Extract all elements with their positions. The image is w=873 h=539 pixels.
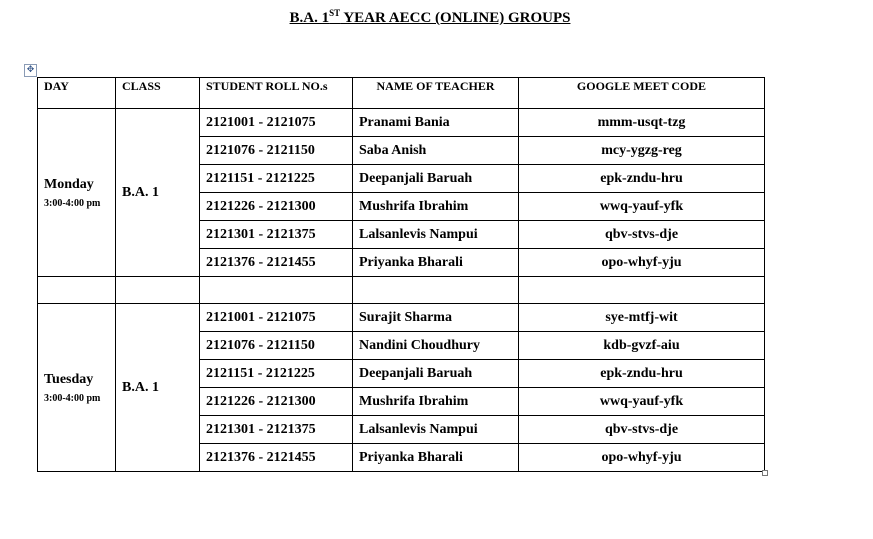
document-title (0, 8, 860, 27)
meet-code-cell: epk-zndu-hru (519, 165, 765, 193)
roll-cell: 2121376 - 2121455 (200, 444, 353, 472)
header-teacher: NAME OF TEACHER (353, 78, 519, 109)
title-superscript: ST (329, 8, 341, 18)
table-move-handle-icon[interactable]: ✥ (24, 64, 37, 77)
blank-cell (353, 277, 519, 304)
teacher-cell: Lalsanlevis Nampui (353, 416, 519, 444)
meet-code-cell: sye-mtfj-wit (519, 304, 765, 332)
roll-cell: 2121151 - 2121225 (200, 360, 353, 388)
meet-code-cell: epk-zndu-hru (519, 360, 765, 388)
header-roll: STUDENT ROLL NO.s (200, 78, 353, 109)
teacher-cell: Mushrifa Ibrahim (353, 193, 519, 221)
roll-cell: 2121301 - 2121375 (200, 221, 353, 249)
teacher-cell: Mushrifa Ibrahim (353, 388, 519, 416)
day-name: Tuesday (44, 371, 94, 387)
class-cell: B.A. 1 (116, 109, 200, 277)
meet-code-cell: mcy-ygzg-reg (519, 137, 765, 165)
class-cell: B.A. 1 (116, 304, 200, 472)
day-cell-tuesday (38, 304, 116, 472)
meet-code-cell: qbv-stvs-dje (519, 416, 765, 444)
teacher-cell: Surajit Sharma (353, 304, 519, 332)
teacher-cell: Pranami Bania (353, 109, 519, 137)
table-row (38, 109, 765, 137)
header-code: GOOGLE MEET CODE (519, 78, 765, 109)
title-suffix: YEAR AECC (ONLINE) GROUPS (340, 10, 571, 26)
teacher-cell: Priyanka Bharali (353, 444, 519, 472)
table-row (38, 304, 765, 332)
teacher-cell: Lalsanlevis Nampui (353, 221, 519, 249)
meet-code-cell: wwq-yauf-yfk (519, 388, 765, 416)
meet-code-cell: kdb-gvzf-aiu (519, 332, 765, 360)
header-day: DAY (38, 78, 116, 109)
meet-code-cell: wwq-yauf-yfk (519, 193, 765, 221)
roll-cell: 2121076 - 2121150 (200, 137, 353, 165)
meet-code-cell: mmm-usqt-tzg (519, 109, 765, 137)
roll-cell: 2121151 - 2121225 (200, 165, 353, 193)
header-row (38, 78, 765, 109)
roll-cell: 2121001 - 2121075 (200, 304, 353, 332)
teacher-cell: Deepanjali Baruah (353, 165, 519, 193)
roll-cell: 2121001 - 2121075 (200, 109, 353, 137)
teacher-cell: Nandini Choudhury (353, 332, 519, 360)
teacher-cell: Deepanjali Baruah (353, 360, 519, 388)
day-time: 3:00-4:00 pm (44, 392, 101, 404)
title-prefix: B.A. 1 (289, 10, 330, 26)
roll-cell: 2121301 - 2121375 (200, 416, 353, 444)
meet-code-cell: opo-whyf-yju (519, 444, 765, 472)
header-class: CLASS (116, 78, 200, 109)
roll-cell: 2121376 - 2121455 (200, 249, 353, 277)
day-name: Monday (44, 176, 94, 192)
blank-cell (200, 277, 353, 304)
teacher-cell: Saba Anish (353, 137, 519, 165)
meet-code-cell: opo-whyf-yju (519, 249, 765, 277)
teacher-cell: Priyanka Bharali (353, 249, 519, 277)
roll-cell: 2121226 - 2121300 (200, 193, 353, 221)
blank-cell (116, 277, 200, 304)
blank-cell (519, 277, 765, 304)
table-resize-handle[interactable] (762, 470, 768, 476)
day-time: 3:00-4:00 pm (44, 197, 101, 209)
blank-row (38, 277, 765, 304)
roll-cell: 2121226 - 2121300 (200, 388, 353, 416)
blank-cell (38, 277, 116, 304)
groups-table (37, 77, 765, 472)
roll-cell: 2121076 - 2121150 (200, 332, 353, 360)
day-cell-monday (38, 109, 116, 277)
meet-code-cell: qbv-stvs-dje (519, 221, 765, 249)
